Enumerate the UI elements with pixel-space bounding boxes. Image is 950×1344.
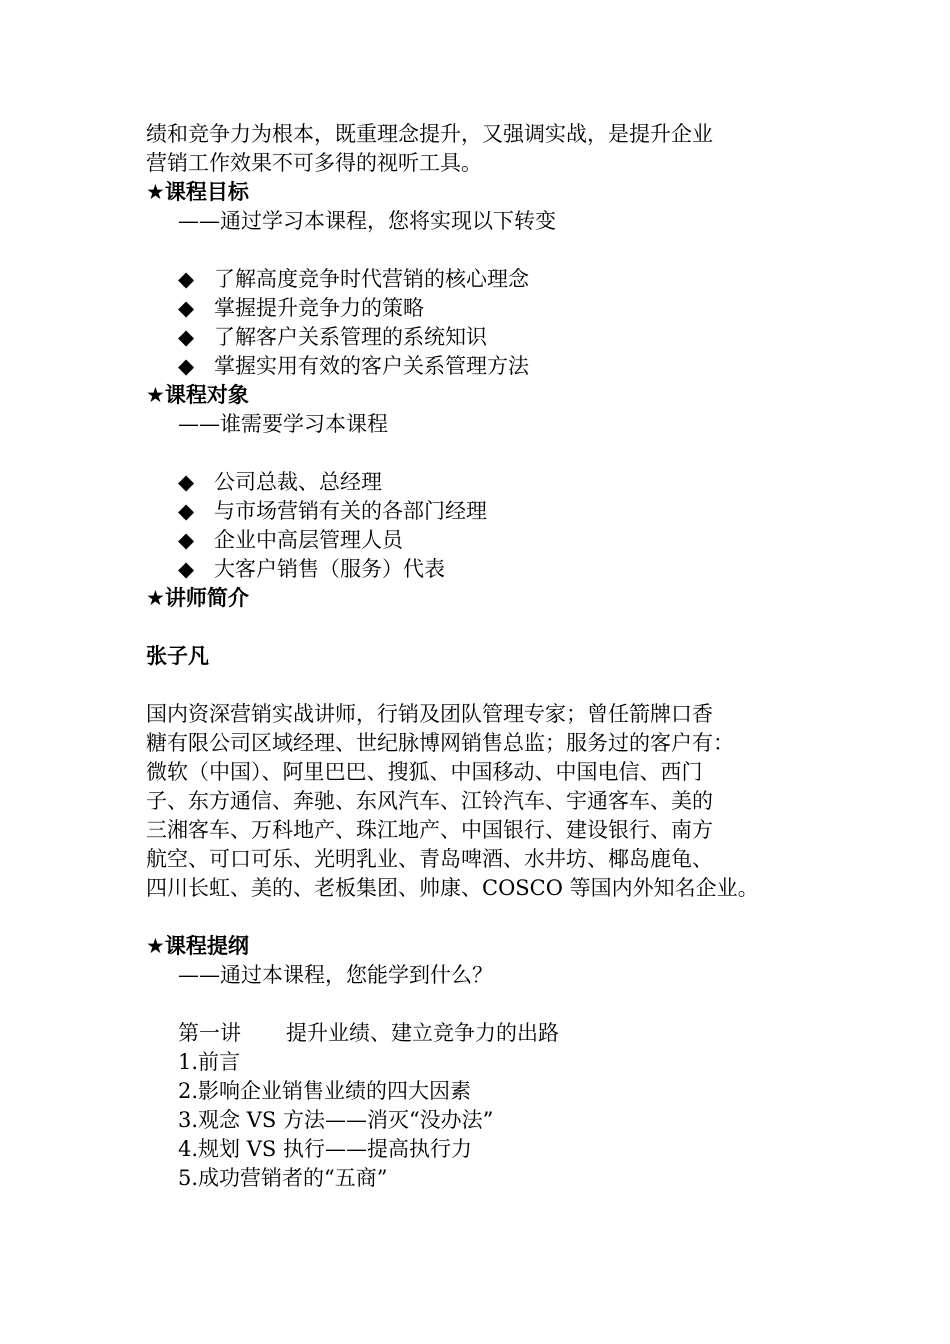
outline-item: 1.前言 bbox=[178, 1050, 241, 1074]
diamond-bullet-icon: ◆ bbox=[178, 557, 195, 581]
spacer bbox=[146, 236, 826, 265]
goal-item: 掌握实用有效的客户关系管理方法 bbox=[214, 354, 529, 378]
diamond-bullet-icon: ◆ bbox=[178, 267, 195, 291]
instructor-name: 张子凡 bbox=[146, 644, 209, 668]
goal-item: 掌握提升竞争力的策略 bbox=[214, 296, 424, 320]
list-item bbox=[146, 352, 826, 381]
bio-line: 子、东方通信、奔驰、东风汽车、江铃汽车、宇通客车、美的 bbox=[146, 789, 713, 813]
outline-item: 3.观念 VS 方法——消灭“没办法” bbox=[178, 1108, 494, 1132]
outline-heading: ★课程提纲 bbox=[146, 934, 249, 958]
bio-line: 国内资深营销实战讲师，行销及团队管理专家；曾任箭牌口香 bbox=[146, 702, 713, 726]
document-page bbox=[146, 120, 826, 1193]
spacer bbox=[146, 439, 826, 468]
audience-heading: ★课程对象 bbox=[146, 383, 249, 407]
spacer bbox=[146, 990, 826, 1019]
audience-item: 公司总裁、总经理 bbox=[214, 470, 382, 494]
list-item bbox=[146, 265, 826, 294]
goals-subtitle: ——通过学习本课程，您将实现以下转变 bbox=[178, 209, 556, 233]
audience-item: 与市场营销有关的各部门经理 bbox=[214, 499, 487, 523]
list-item bbox=[146, 555, 826, 584]
diamond-bullet-icon: ◆ bbox=[178, 296, 195, 320]
bio-line: 微软（中国）、阿里巴巴、搜狐、中国移动、中国电信、西门 bbox=[146, 760, 703, 784]
goal-item: 了解高度竞争时代营销的核心理念 bbox=[214, 267, 529, 291]
lecture-number: 第一讲 bbox=[178, 1021, 241, 1045]
lecture-title bbox=[146, 1019, 826, 1048]
outline-item: 5.成功营销者的“五商” bbox=[178, 1166, 388, 1190]
diamond-bullet-icon: ◆ bbox=[178, 325, 195, 349]
bio-line: 航空、可口可乐、光明乳业、青岛啤酒、水井坊、椰岛鹿龟、 bbox=[146, 847, 713, 871]
diamond-bullet-icon: ◆ bbox=[178, 528, 195, 552]
list-item bbox=[146, 526, 826, 555]
diamond-bullet-icon: ◆ bbox=[178, 499, 195, 523]
list-item bbox=[146, 294, 826, 323]
list-item bbox=[146, 323, 826, 352]
outline-subtitle: ——通过本课程，您能学到什么？ bbox=[178, 963, 493, 987]
spacer bbox=[146, 613, 826, 642]
instructor-heading: ★讲师简介 bbox=[146, 586, 249, 610]
audience-subtitle: ——谁需要学习本课程 bbox=[178, 412, 388, 436]
outline-item: 4.规划 VS 执行——提高执行力 bbox=[178, 1137, 472, 1161]
bio-line: 三湘客车、万科地产、珠江地产、中国银行、建设银行、南方 bbox=[146, 818, 713, 842]
bio-line: 糖有限公司区域经理、世纪脉博网销售总监；服务过的客户有： bbox=[146, 731, 734, 755]
spacer bbox=[146, 671, 826, 700]
audience-item: 企业中高层管理人员 bbox=[214, 528, 403, 552]
diamond-bullet-icon: ◆ bbox=[178, 470, 195, 494]
diamond-bullet-icon: ◆ bbox=[178, 354, 195, 378]
spacer bbox=[146, 903, 826, 932]
list-item bbox=[146, 497, 826, 526]
goals-heading: ★课程目标 bbox=[146, 180, 249, 204]
lecture-name: 提升业绩、建立竞争力的出路 bbox=[286, 1021, 559, 1045]
bio-line: 四川长虹、美的、老板集团、帅康、COSCO 等国内外知名企业。 bbox=[146, 876, 759, 900]
audience-item: 大客户销售（服务）代表 bbox=[214, 557, 445, 581]
intro-line-2: 营销工作效果不可多得的视听工具。 bbox=[146, 151, 482, 175]
outline-item: 2.影响企业销售业绩的四大因素 bbox=[178, 1079, 472, 1103]
list-item bbox=[146, 468, 826, 497]
intro-line-1: 绩和竞争力为根本，既重理念提升，又强调实战，是提升企业 bbox=[146, 122, 713, 146]
goal-item: 了解客户关系管理的系统知识 bbox=[214, 325, 487, 349]
